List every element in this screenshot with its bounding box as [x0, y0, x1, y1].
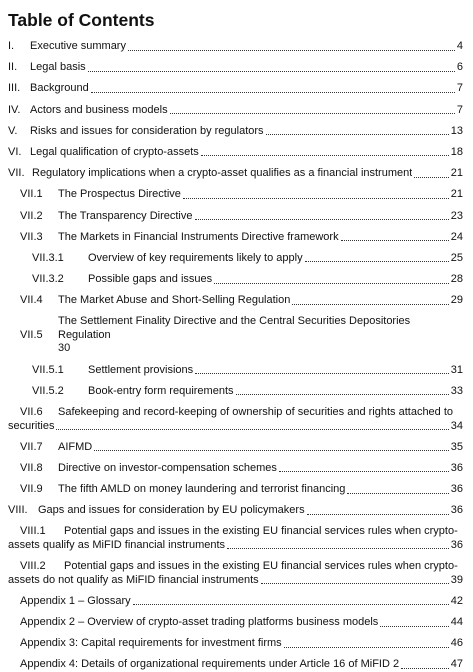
toc-entry-label: Legal qualification of crypto-assets	[30, 145, 199, 158]
toc-entry-page: 46	[450, 637, 463, 650]
dot-leader	[284, 647, 449, 648]
toc-entry-number: VII.5.2	[32, 384, 64, 397]
table-of-contents	[8, 40, 463, 672]
toc-entry-executive-summary[interactable]	[8, 40, 463, 54]
toc-entry-page: 21	[450, 188, 463, 201]
toc-entry-possible-gaps[interactable]	[8, 273, 463, 287]
dot-leader	[88, 71, 455, 72]
toc-entry-number: III.	[8, 82, 21, 95]
toc-entry-actors[interactable]	[8, 104, 463, 118]
toc-entry-number: VII.1	[20, 188, 43, 201]
toc-entry-label-continued: assets qualify as MiFID financial instruments	[8, 538, 226, 551]
toc-entry-label-continued: securities	[8, 419, 55, 432]
toc-title: Table of Contents	[8, 10, 155, 30]
toc-entry-number: VII.7	[20, 440, 43, 453]
toc-entry-label: Settlement provisions	[88, 363, 194, 376]
toc-entry-book-entry[interactable]	[8, 385, 463, 399]
dot-leader	[307, 514, 449, 515]
toc-entry-number: I.	[8, 40, 15, 52]
toc-entry-page: 42	[450, 594, 463, 607]
toc-entry-label-continued: assets do not qualify as MiFID financial instruments	[8, 573, 259, 586]
toc-entry-page: 36	[450, 538, 463, 551]
toc-entry-page: 28	[450, 273, 463, 286]
toc-entry-page: 6	[456, 61, 463, 74]
toc-entry-label: Potential gaps and issues in the existing EU financial services rules when crypto-	[64, 525, 458, 538]
toc-entry-label: Legal basis	[30, 61, 86, 74]
dot-leader	[128, 50, 455, 51]
dot-leader	[91, 92, 455, 93]
toc-entry-legal-basis[interactable]	[8, 61, 463, 75]
toc-entry-regulatory-implications[interactable]	[8, 167, 463, 181]
toc-entry-appendix-4[interactable]	[8, 658, 463, 672]
toc-entry-number: VIII.	[8, 504, 28, 517]
toc-entry-number: VII.5.1	[32, 363, 64, 376]
toc-entry-label: AIFMD	[58, 440, 93, 453]
toc-entry-number: VI.	[8, 145, 22, 158]
dot-leader	[195, 373, 449, 374]
toc-entry-label: Gaps and issues for consideration by EU policymakers	[38, 504, 305, 517]
toc-entry-page: 36	[450, 483, 463, 496]
toc-entry-safekeeping[interactable]	[8, 406, 463, 433]
toc-entry-number: VII.	[8, 167, 25, 180]
dot-leader	[201, 155, 449, 156]
toc-entry-page: 47	[450, 658, 463, 671]
dot-leader	[341, 240, 449, 241]
toc-entry-number: VII.4	[20, 294, 43, 307]
toc-entry-risks[interactable]	[8, 125, 463, 139]
toc-entry-label: Directive on investor-compensation schemes	[58, 461, 277, 474]
toc-entry-settlement-provisions[interactable]	[8, 364, 463, 378]
dot-leader	[214, 283, 449, 284]
toc-entry-page: 23	[450, 209, 463, 222]
toc-entry-label: Overview of key requirements likely to apply	[88, 251, 303, 264]
toc-entry-page: 7	[456, 82, 463, 95]
dot-leader	[236, 394, 449, 395]
toc-entry-mifid-framework[interactable]	[8, 231, 463, 245]
toc-entry-page: 44	[450, 616, 463, 628]
toc-entry-eu-policymakers[interactable]	[8, 504, 463, 518]
toc-entry-label: Executive summary	[30, 40, 126, 52]
toc-entry-label: The Market Abuse and Short-Selling Regulation	[58, 294, 291, 307]
toc-entry-label: Actors and business models	[30, 103, 168, 116]
toc-entry-page: 24	[450, 230, 463, 243]
toc-entry-page: 25	[450, 251, 463, 264]
toc-entry-page: 35	[450, 440, 463, 453]
toc-entry-page: 33	[450, 384, 463, 397]
dot-leader	[266, 134, 449, 135]
dot-leader	[414, 177, 448, 178]
dot-leader	[227, 548, 449, 549]
toc-entry-prospectus[interactable]	[8, 188, 463, 202]
toc-entry-page: 29	[450, 294, 463, 307]
toc-entry-label: The Settlement Finality Directive and the Central Securities Depositories Regulation	[58, 315, 411, 341]
toc-entry-number: VII.3	[20, 230, 43, 243]
dot-leader	[261, 583, 449, 584]
toc-entry-page: 34	[450, 419, 463, 432]
dot-leader	[347, 493, 448, 494]
toc-entry-label: Possible gaps and issues	[88, 273, 213, 286]
toc-entry-investor-compensation[interactable]	[8, 462, 463, 476]
toc-entry-number: VII.9	[20, 483, 43, 496]
toc-entry-number: VII.3.2	[32, 273, 64, 286]
toc-entry-number: VII.2	[20, 209, 43, 222]
toc-entry-page: 36	[450, 504, 463, 517]
toc-entry-market-abuse[interactable]	[8, 294, 463, 308]
toc-entry-number: VII.5	[20, 328, 43, 341]
toc-entry-number: VII.3.1	[32, 251, 64, 264]
toc-entry-label: Risks and issues for consideration by regulators	[30, 124, 264, 137]
dot-leader	[56, 429, 448, 430]
toc-entry-number: VIII.2	[20, 560, 46, 573]
toc-entry-key-requirements[interactable]	[8, 252, 463, 266]
toc-entry-gaps-mifid[interactable]	[8, 525, 463, 552]
toc-entry-page: 39	[450, 573, 463, 586]
toc-entry-page: 18	[450, 145, 463, 158]
toc-entry-page: 31	[450, 363, 463, 376]
dot-leader	[183, 198, 449, 199]
toc-entry-appendix-2[interactable]	[8, 616, 463, 630]
toc-entry-label: The Markets in Financial Instruments Directive framework	[58, 230, 339, 243]
dot-leader	[133, 604, 449, 605]
toc-entry-page: 36	[450, 461, 463, 474]
toc-entry-legal-qualification[interactable]	[8, 146, 463, 160]
toc-entry-label: Potential gaps and issues in the existing EU financial services rules when crypto-	[64, 560, 458, 573]
toc-entry-number: VII.6	[20, 406, 43, 418]
toc-entry-label: Appendix 3: Capital requirements for investment firms	[20, 637, 282, 650]
toc-entry-label: Appendix 1 – Glossary	[20, 594, 131, 607]
toc-entry-number: VIII.1	[20, 525, 46, 538]
toc-entry-label: Appendix 2 – Overview of crypto-asset trading platforms business models	[20, 616, 379, 628]
toc-entry-settlement-finality[interactable]	[8, 315, 463, 356]
dot-leader	[305, 261, 449, 262]
dot-leader	[401, 668, 449, 669]
dot-leader	[170, 113, 455, 114]
toc-entry-label: Regulatory implications when a crypto-asset qualifies as a financial instrument	[32, 167, 413, 180]
toc-entry-label: The Prospectus Directive	[58, 188, 181, 201]
toc-entry-label: The Transparency Directive	[58, 209, 193, 222]
toc-entry-label: Appendix 4: Details of organizational requirements under Article 16 of MiFID 2	[20, 658, 400, 671]
toc-entry-label: Safekeeping and record-keeping of ownership of securities and rights attached to	[58, 406, 454, 418]
toc-entry-label: The fifth AMLD on money laundering and terrorist financing	[58, 483, 346, 496]
toc-entry-number: IV.	[8, 103, 21, 116]
toc-entry-label: Background	[30, 82, 89, 95]
toc-entry-appendix-1[interactable]	[8, 595, 463, 609]
dot-leader	[380, 626, 448, 627]
toc-entry-number: V.	[8, 124, 18, 137]
toc-entry-page: 7	[456, 103, 463, 116]
dot-leader	[292, 304, 448, 305]
toc-entry-fifth-amld[interactable]	[8, 483, 463, 497]
toc-entry-page: 21	[450, 167, 463, 180]
toc-entry-appendix-3[interactable]	[8, 637, 463, 651]
toc-entry-number: VII.8	[20, 461, 43, 474]
dot-leader	[195, 219, 449, 220]
toc-entry-number: II.	[8, 61, 18, 74]
toc-entry-page: 4	[456, 40, 463, 52]
dot-leader	[94, 450, 449, 451]
toc-entry-aifmd[interactable]	[8, 441, 463, 455]
toc-entry-background[interactable]	[8, 82, 463, 96]
dot-leader	[279, 471, 449, 472]
toc-entry-page: 30	[58, 342, 71, 355]
toc-entry-page: 13	[450, 124, 463, 137]
toc-entry-transparency[interactable]	[8, 210, 463, 224]
toc-entry-gaps-non-mifid[interactable]	[8, 560, 463, 587]
toc-entry-label: Book-entry form requirements	[88, 384, 234, 397]
